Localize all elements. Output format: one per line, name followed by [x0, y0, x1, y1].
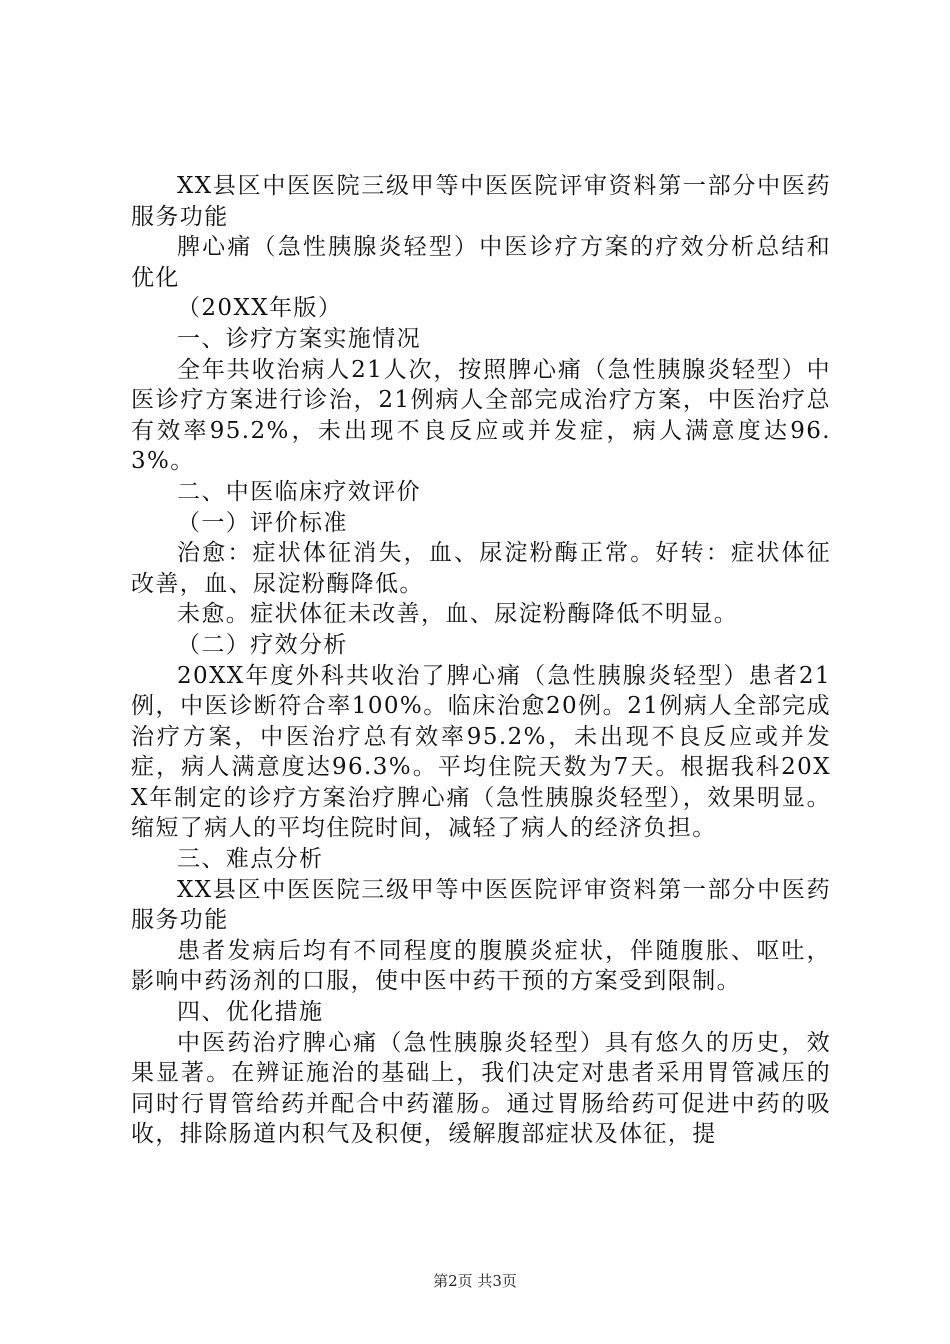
section-heading-3: 三、难点分析: [177, 846, 324, 873]
section-heading-1: 一、诊疗方案实施情况: [177, 325, 421, 352]
page-footer: [0, 1271, 950, 1291]
section-heading-2: 二、中医临床疗效评价: [177, 478, 421, 505]
page-number-indicator: 第2页 共3页: [433, 1272, 517, 1290]
body-paragraph: 中医药治疗脾心痛（急性胰腺炎轻型）具有悠久的历史，效果显著。在辨证施治的基础上，我们决定对患者采用胃管减压的同时行胃管给药并配合中药灌肠。通过胃肠给药可促进中药的吸收，排除肠道内积气及积便，缓解腹部症状及体征，提: [131, 1029, 831, 1148]
edition-paragraph: （20XX年版）: [177, 295, 343, 322]
document-body: [131, 171, 831, 1150]
body-paragraph: 未愈。症状体征未改善，血、尿淀粉酶降低不明显。: [177, 601, 739, 628]
body-paragraph: XX县区中医医院三级甲等中医医院评审资料第一部分中医药服务功能: [131, 876, 831, 934]
section-heading-4: 四、优化措施: [177, 999, 324, 1026]
body-paragraph: 全年共收治病人21人次，按照脾心痛（急性胰腺炎轻型）中医诊疗方案进行诊治，21例病人全部完成治疗方案，中医治疗总有效率95.2%，未出现不良反应或并发症，病人满意度达96.3%。: [131, 356, 831, 475]
subsection-heading-2: （二）疗效分析: [177, 631, 348, 658]
body-paragraph: 20XX年度外科共收治了脾心痛（急性胰腺炎轻型）患者21例，中医诊断符合率100%。临床治愈20例。21例病人全部完成治疗方案，中医治疗总有效率95.2%，未出现不良反应或并发症，病人满意度达96.3%。平均住院天数为7天。根据我科20XX年制定的诊疗方案治疗脾心痛（急性胰腺炎轻型），效果明显。缩短了病人的平均住院时间，减轻了病人的经济负担。: [131, 662, 831, 842]
body-paragraph: 治愈：症状体征消失，血、尿淀粉酶正常。好转：症状体征改善，血、尿淀粉酶降低。: [131, 540, 831, 597]
header-title-paragraph: XX县区中医医院三级甲等中医医院评审资料第一部分中医药服务功能: [131, 173, 831, 230]
subsection-heading-1: （一）评价标准: [177, 509, 348, 536]
scheme-title-paragraph: 脾心痛（急性胰腺炎轻型）中医诊疗方案的疗效分析总结和优化: [131, 234, 831, 291]
body-paragraph: 患者发病后均有不同程度的腹膜炎症状，伴随腹胀、呕吐，影响中药汤剂的口服，使中医中药干预的方案受到限制。: [131, 937, 831, 995]
